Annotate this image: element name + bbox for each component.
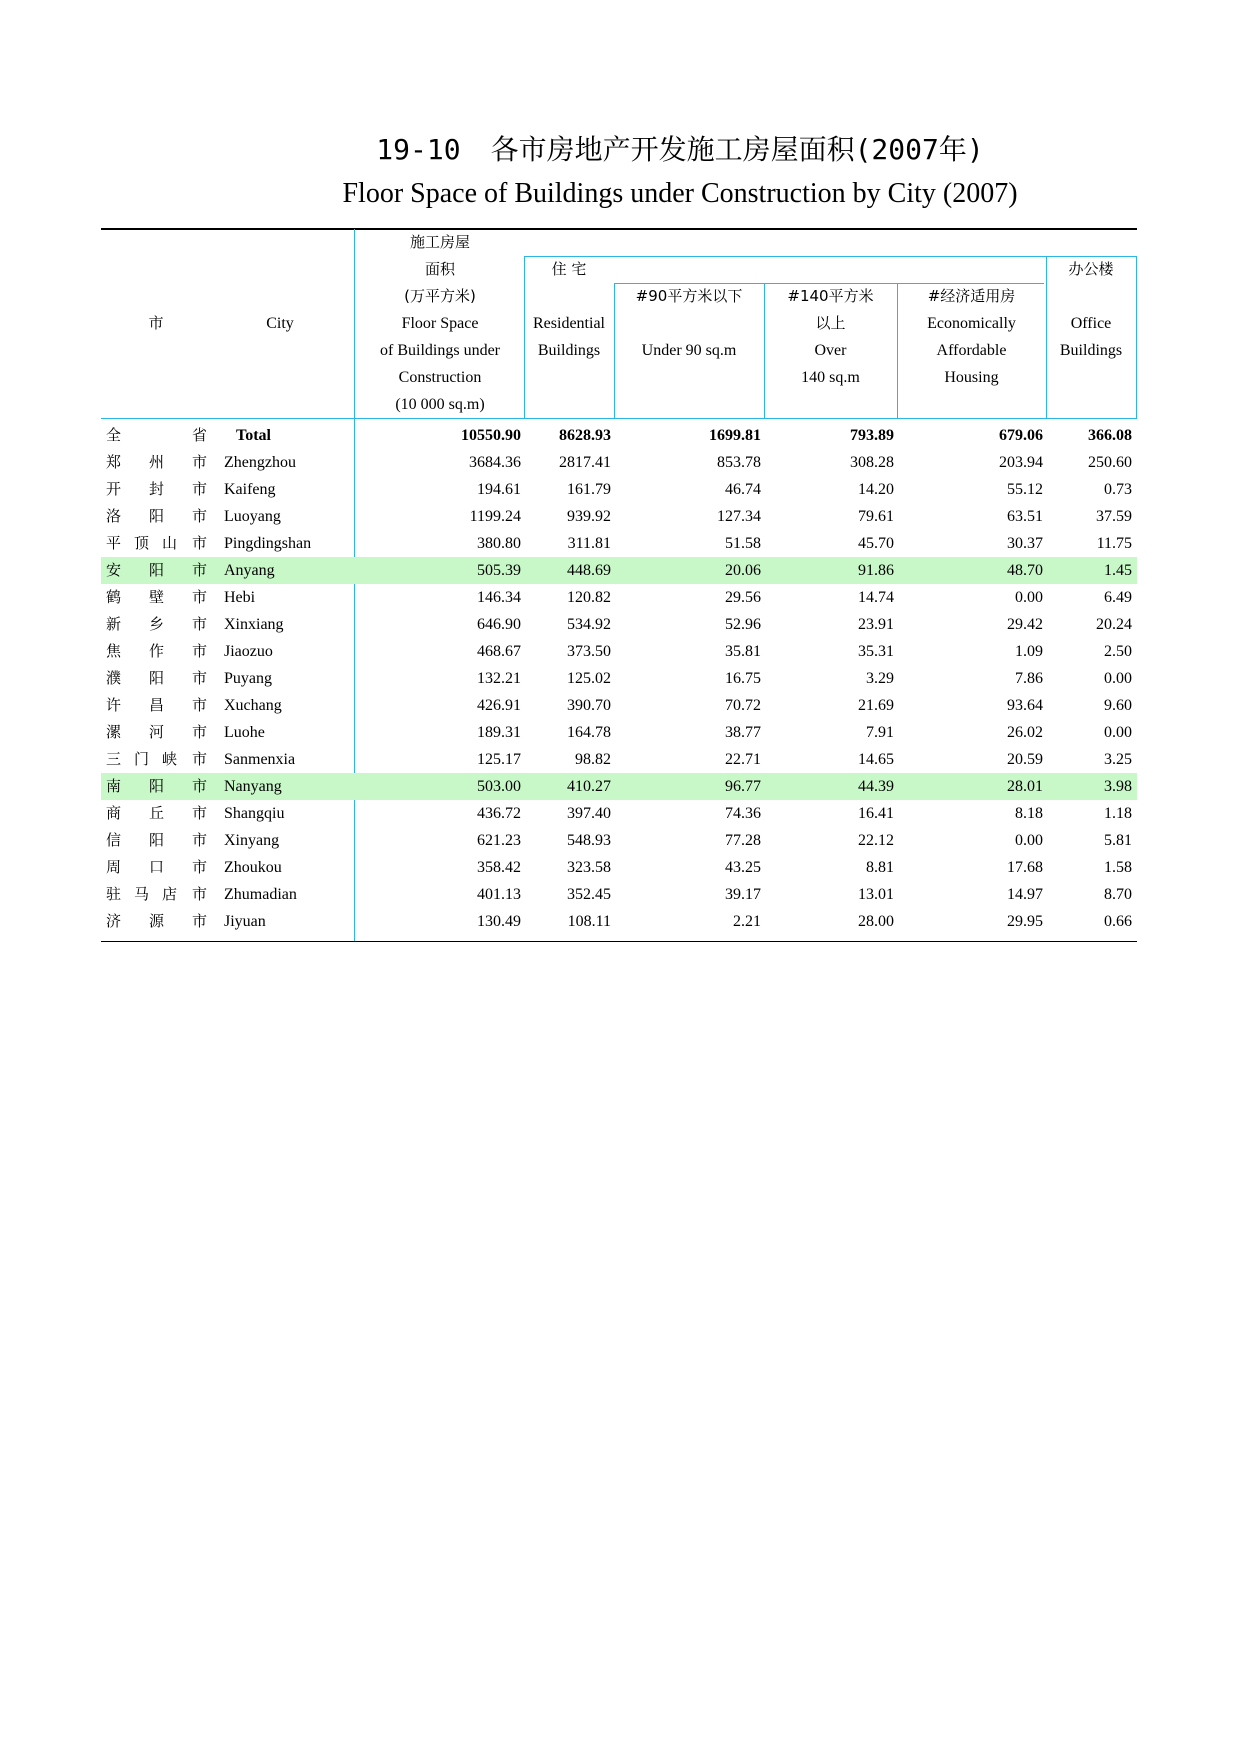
header-affordable-cn: #经济适用房	[927, 287, 1016, 305]
city-name-cn-char: 店	[162, 885, 178, 903]
value-floor-space: 621.23	[477, 832, 521, 849]
city-name-cn-char: 濮	[106, 669, 122, 687]
city-name-cn-char: 全	[106, 426, 122, 444]
city-name-cn-char: 市	[192, 804, 208, 822]
city-name-cn-char: 省	[192, 426, 208, 444]
city-name-cn-char: 源	[149, 912, 165, 930]
value-affordable: 0.00	[1015, 832, 1043, 849]
city-name-cn-char: 开	[106, 480, 122, 498]
city-name-cn-char: 市	[192, 534, 208, 552]
city-name-cn-char: 阳	[149, 777, 165, 795]
city-name-cn-char: 山	[162, 534, 178, 552]
city-name-en: Sanmenxia	[224, 751, 296, 768]
city-name-cn-char: 市	[192, 480, 208, 498]
table-row	[101, 530, 1137, 557]
table-row-total	[101, 422, 1137, 449]
city-name-cn-char: 州	[149, 453, 165, 471]
value-under-90: 1699.81	[709, 427, 761, 444]
value-under-90: 52.96	[725, 616, 761, 633]
city-name-cn-char: 市	[192, 669, 208, 687]
value-floor-space: 436.72	[477, 805, 521, 822]
value-floor-space: 3684.36	[469, 454, 521, 471]
city-name-cn-char: 鹤	[106, 588, 122, 606]
value-affordable: 63.51	[1007, 508, 1043, 525]
city-name-cn-char: 三	[106, 750, 122, 768]
header-floor-space: 施工房屋 面积 (万平方米) Floor Space of Buildings under Construction (10 000 sq.m)	[380, 233, 500, 413]
city-name-cn-char: 马	[134, 885, 150, 903]
value-affordable: 17.68	[1007, 859, 1043, 876]
city-name-cn-char: 市	[192, 912, 208, 930]
header-divider-right	[1136, 256, 1137, 419]
value-office: 8.70	[1104, 886, 1132, 903]
city-name-cn-char: 市	[192, 588, 208, 606]
value-residential: 390.70	[567, 697, 611, 714]
value-over-140: 35.31	[858, 643, 894, 660]
city-name-cn-char: 周	[106, 858, 122, 876]
city-name-en: Puyang	[224, 670, 272, 687]
city-name-cn-char: 阳	[149, 507, 165, 525]
value-residential: 534.92	[567, 616, 611, 633]
table-row	[101, 503, 1137, 530]
value-over-140: 91.86	[858, 562, 894, 579]
title-chinese-text: 各市房地产开发施工房屋面积(2007年)	[490, 133, 984, 166]
value-residential: 2817.41	[559, 454, 611, 471]
value-affordable: 48.70	[1007, 562, 1043, 579]
value-residential: 120.82	[567, 589, 611, 606]
value-office: 20.24	[1096, 616, 1132, 633]
header-affordable-en3: Housing	[944, 369, 999, 386]
header-residential-2: Buildings	[537, 342, 601, 359]
value-under-90: 16.75	[725, 670, 761, 687]
table-row	[101, 476, 1137, 503]
city-name-en: Xinyang	[224, 832, 280, 849]
city-name-cn-char: 济	[106, 912, 122, 930]
value-affordable: 0.00	[1015, 589, 1043, 606]
value-office: 6.49	[1104, 589, 1132, 606]
city-name-en: Total	[236, 427, 271, 444]
header-affordable-en1: Economically	[927, 315, 1016, 332]
table-row	[101, 557, 1137, 584]
page-title-english: Floor Space of Buildings under Construction by City (2007)	[342, 178, 1018, 209]
table-row	[101, 665, 1137, 692]
table-row	[101, 746, 1137, 773]
value-office: 1.18	[1104, 805, 1132, 822]
value-under-90: 43.25	[725, 859, 761, 876]
city-name-cn-char: 市	[192, 696, 208, 714]
value-over-140: 22.12	[858, 832, 894, 849]
header-residential-1: Residential	[533, 315, 605, 332]
value-affordable: 679.06	[999, 427, 1043, 444]
value-floor-space: 10550.90	[461, 427, 521, 444]
city-name-cn-char: 郑	[106, 453, 122, 471]
city-name-cn-char: 河	[149, 723, 165, 741]
value-affordable: 30.37	[1007, 535, 1043, 552]
value-under-90: 77.28	[725, 832, 761, 849]
value-under-90: 38.77	[725, 724, 761, 741]
header-office-cn: 办公楼	[1068, 260, 1114, 278]
value-over-140: 16.41	[858, 805, 894, 822]
value-office: 0.00	[1104, 724, 1132, 741]
table-row	[101, 719, 1137, 746]
table-row	[101, 800, 1137, 827]
city-name-cn-char: 南	[106, 777, 122, 795]
city-name-en: Hebi	[224, 589, 256, 606]
value-floor-space: 194.61	[477, 481, 521, 498]
city-name-cn-char: 商	[106, 804, 122, 822]
value-under-90: 22.71	[725, 751, 761, 768]
value-floor-space: 646.90	[477, 616, 521, 633]
value-over-140: 13.01	[858, 886, 894, 903]
value-over-140: 308.28	[850, 454, 894, 471]
value-over-140: 28.00	[858, 913, 894, 930]
value-over-140: 45.70	[858, 535, 894, 552]
table-row	[101, 881, 1137, 908]
header-affordable-en2: Affordable	[936, 342, 1007, 359]
city-name-cn-char: 焦	[106, 642, 122, 660]
city-name-cn-char: 市	[192, 777, 208, 795]
city-name-cn-char: 阳	[149, 831, 165, 849]
city-name-cn-char: 市	[192, 507, 208, 525]
city-name-en: Kaifeng	[224, 481, 276, 498]
value-over-140: 23.91	[858, 616, 894, 633]
value-under-90: 127.34	[717, 508, 761, 525]
value-affordable: 29.95	[1007, 913, 1043, 930]
value-affordable: 20.59	[1007, 751, 1043, 768]
header-over140-cn2: 以上	[815, 314, 846, 332]
city-name-cn-char: 作	[149, 642, 165, 660]
value-floor-space: 125.17	[477, 751, 521, 768]
city-name-cn-char: 市	[192, 642, 208, 660]
value-office: 37.59	[1096, 508, 1132, 525]
value-residential: 8628.93	[559, 427, 611, 444]
city-name-en: Luoyang	[224, 508, 281, 525]
value-residential: 108.11	[567, 913, 611, 930]
value-residential: 352.45	[567, 886, 611, 903]
value-office: 5.81	[1104, 832, 1132, 849]
table-row	[101, 773, 1137, 800]
value-under-90: 96.77	[725, 778, 761, 795]
value-under-90: 35.81	[725, 643, 761, 660]
city-name-cn-char: 新	[106, 615, 122, 633]
city-name-cn-char: 阳	[149, 561, 165, 579]
header-under90-en: Under 90 sq.m	[641, 342, 737, 359]
value-affordable: 14.97	[1007, 886, 1043, 903]
value-over-140: 21.69	[858, 697, 894, 714]
value-floor-space: 132.21	[477, 670, 521, 687]
table-row	[101, 449, 1137, 476]
header-under90-cn: #90平方米以下	[635, 287, 743, 305]
header-city-cn: 市	[148, 314, 164, 332]
city-name-cn-char: 信	[106, 831, 122, 849]
value-residential: 373.50	[567, 643, 611, 660]
value-floor-space: 468.67	[477, 643, 521, 660]
value-residential: 448.69	[567, 562, 611, 579]
city-name-en: Pingdingshan	[224, 535, 312, 552]
city-name-cn-char: 市	[192, 561, 208, 579]
value-floor-space: 189.31	[477, 724, 521, 741]
page-title-chinese	[0, 128, 1240, 168]
value-residential: 410.27	[567, 778, 611, 795]
value-office: 9.60	[1104, 697, 1132, 714]
value-under-90: 39.17	[725, 886, 761, 903]
city-name-en: Zhumadian	[224, 886, 297, 903]
city-name-en: Xinxiang	[224, 616, 284, 633]
value-residential: 548.93	[567, 832, 611, 849]
value-affordable: 29.42	[1007, 616, 1043, 633]
value-affordable: 7.86	[1015, 670, 1043, 687]
table-top-rule	[101, 228, 1137, 230]
value-affordable: 1.09	[1015, 643, 1043, 660]
city-name-cn-char: 阳	[149, 669, 165, 687]
city-name-en: Jiyuan	[224, 913, 266, 930]
table-row	[101, 584, 1137, 611]
value-residential: 161.79	[567, 481, 611, 498]
header-office-en1: Office	[1070, 315, 1112, 332]
header-residential-group: 住 宅	[551, 260, 587, 278]
value-residential: 397.40	[567, 805, 611, 822]
city-name-cn-char: 口	[149, 858, 165, 876]
value-under-90: 51.58	[725, 535, 761, 552]
value-office: 250.60	[1088, 454, 1132, 471]
city-name-cn-char: 乡	[149, 615, 165, 633]
value-under-90: 29.56	[725, 589, 761, 606]
value-floor-space: 1199.24	[469, 508, 521, 525]
city-name-cn-char: 市	[192, 831, 208, 849]
city-name-cn-char: 安	[106, 561, 122, 579]
header-over140-en1: Over	[814, 342, 847, 359]
value-residential: 323.58	[567, 859, 611, 876]
city-name-en: Xuchang	[224, 697, 282, 714]
city-name-cn-char: 市	[192, 885, 208, 903]
table-number: 19-10	[376, 133, 461, 166]
value-residential: 98.82	[575, 751, 611, 768]
city-name-cn-char: 市	[192, 858, 208, 876]
value-residential: 164.78	[567, 724, 611, 741]
table-bottom-rule	[101, 941, 1137, 942]
value-office: 3.98	[1104, 778, 1132, 795]
value-over-140: 793.89	[850, 427, 894, 444]
value-over-140: 8.81	[866, 859, 894, 876]
city-name-cn-char: 顶	[134, 534, 150, 552]
value-over-140: 14.74	[858, 589, 894, 606]
value-floor-space: 358.42	[477, 859, 521, 876]
value-under-90: 20.06	[725, 562, 761, 579]
value-affordable: 28.01	[1007, 778, 1043, 795]
table-row	[101, 692, 1137, 719]
value-floor-space: 401.13	[477, 886, 521, 903]
city-name-en: Jiaozuo	[224, 643, 273, 660]
city-name-en: Nanyang	[224, 778, 282, 795]
header-bottom-rule	[101, 418, 1137, 419]
value-affordable: 203.94	[999, 454, 1043, 471]
city-name-cn-char: 封	[149, 480, 165, 498]
value-over-140: 14.65	[858, 751, 894, 768]
value-office: 2.50	[1104, 643, 1132, 660]
header-office-en2: Buildings	[1059, 342, 1123, 359]
city-name-cn-char: 门	[134, 750, 150, 768]
value-office: 0.00	[1104, 670, 1132, 687]
header-over140-cn: #140平方米	[787, 287, 874, 305]
city-name-en: Zhoukou	[224, 859, 282, 876]
city-name-en: Luohe	[224, 724, 265, 741]
value-under-90: 70.72	[725, 697, 761, 714]
table-row	[101, 908, 1137, 935]
value-floor-space: 146.34	[477, 589, 521, 606]
value-floor-space: 380.80	[477, 535, 521, 552]
value-office: 11.75	[1096, 535, 1132, 552]
value-over-140: 44.39	[858, 778, 894, 795]
city-name-cn-char: 驻	[106, 885, 122, 903]
value-floor-space: 130.49	[477, 913, 521, 930]
value-floor-space: 426.91	[477, 697, 521, 714]
value-office: 1.58	[1104, 859, 1132, 876]
value-over-140: 3.29	[866, 670, 894, 687]
value-under-90: 46.74	[725, 481, 761, 498]
city-name-cn-char: 洛	[106, 507, 122, 525]
value-affordable: 26.02	[1007, 724, 1043, 741]
value-office: 366.08	[1088, 427, 1132, 444]
value-residential: 125.02	[567, 670, 611, 687]
value-under-90: 853.78	[717, 454, 761, 471]
value-residential: 939.92	[567, 508, 611, 525]
value-under-90: 2.21	[733, 913, 761, 930]
city-name-cn-char: 壁	[149, 588, 165, 606]
city-name-cn-char: 市	[192, 453, 208, 471]
header-over140-en2: 140 sq.m	[801, 369, 860, 386]
value-office: 1.45	[1104, 562, 1132, 579]
value-floor-space: 503.00	[477, 778, 521, 795]
city-name-en: Shangqiu	[224, 805, 285, 822]
value-floor-space: 505.39	[477, 562, 521, 579]
city-name-cn-char: 市	[192, 750, 208, 768]
city-name-cn-char: 市	[192, 615, 208, 633]
city-name-cn-char: 昌	[149, 696, 165, 714]
value-office: 0.66	[1104, 913, 1132, 930]
city-name-cn-char: 漯	[106, 723, 122, 741]
table-row	[101, 638, 1137, 665]
value-affordable: 8.18	[1015, 805, 1043, 822]
value-over-140: 7.91	[866, 724, 894, 741]
value-office: 3.25	[1104, 751, 1132, 768]
value-office: 0.73	[1104, 481, 1132, 498]
value-affordable: 93.64	[1007, 697, 1043, 714]
city-name-cn-char: 丘	[149, 804, 165, 822]
table-row	[101, 611, 1137, 638]
value-over-140: 79.61	[858, 508, 894, 525]
value-affordable: 55.12	[1007, 481, 1043, 498]
city-name-cn-char: 市	[192, 723, 208, 741]
header-city-en: City	[266, 315, 294, 332]
value-over-140: 14.20	[858, 481, 894, 498]
value-residential: 311.81	[567, 535, 611, 552]
city-name-en: Anyang	[224, 562, 275, 579]
city-name-cn-char: 平	[106, 534, 122, 552]
value-under-90: 74.36	[725, 805, 761, 822]
city-name-cn-char: 许	[106, 696, 122, 714]
city-name-en: Zhengzhou	[224, 454, 296, 471]
table-row	[101, 854, 1137, 881]
city-name-cn-char: 峡	[162, 750, 178, 768]
table-row	[101, 827, 1137, 854]
